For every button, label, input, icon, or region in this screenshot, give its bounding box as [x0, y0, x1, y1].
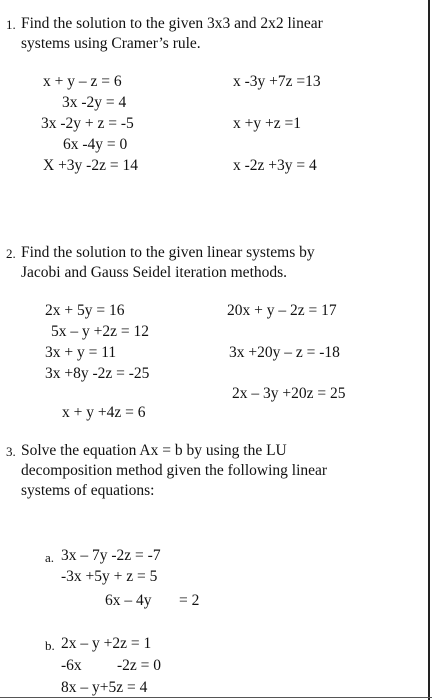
part-a-label: a.	[45, 550, 55, 565]
page-border-right	[428, 0, 430, 700]
q2-equation-right-3: 2x – 3y +20z = 25	[232, 385, 346, 402]
part-b-label: b.	[45, 638, 55, 653]
q1-equation-right-1: x -3y +7z =13	[233, 73, 321, 90]
question-3-prompt-line-2: decomposition method given the following linear	[21, 462, 328, 479]
question-2-number: 2.	[6, 246, 16, 261]
part-a-equation-1: 3x – 7y -2z = -7	[61, 547, 161, 564]
q1-equation-left-1: x + y – z = 6	[43, 73, 122, 90]
q1-equation-left-3: 3x -2y + z = -5	[41, 115, 134, 132]
part-b-equation-3: 8x – y+5z = 4	[61, 679, 148, 696]
q1-equation-left-4: 6x -4y = 0	[63, 136, 128, 153]
question-3-number: 3.	[6, 444, 16, 459]
q2-equation-right-2: 3x +20y – z = -18	[229, 344, 340, 361]
q2-equation-left-4: 3x +8y -2z = -25	[45, 365, 150, 382]
q1-equation-right-2: x +y +z =1	[233, 115, 301, 132]
part-b-equation-2-rhs: -2z = 0	[117, 657, 162, 674]
q1-equation-left-5: X +3y -2z = 14	[43, 157, 138, 174]
question-1-prompt-line-1: Find the solution to the given 3x3 and 2x2 linear	[21, 15, 323, 32]
question-1-prompt-line-2: systems using Cramer’s rule.	[21, 35, 201, 52]
question-3-prompt-line-1: Solve the equation Ax = b by using the LU	[21, 442, 287, 459]
part-a-equation-3-lhs: 6x – 4y	[105, 592, 152, 609]
q2-equation-left-3: 3x + y = 11	[45, 344, 117, 361]
q2-equation-left-5: x + y +4z = 6	[62, 404, 146, 421]
question-1-number: 1.	[6, 17, 16, 32]
page-border-bottom	[0, 697, 432, 698]
q1-equation-left-2: 3x -2y = 4	[62, 94, 127, 111]
part-b-equation-2-lhs: -6x	[61, 657, 82, 674]
part-a-equation-3-rhs: = 2	[179, 592, 200, 609]
question-2-prompt-line-1: Find the solution to the given linear systems by	[21, 244, 315, 261]
q1-equation-right-3: x -2z +3y = 4	[233, 157, 317, 174]
q2-equation-right-1: 20x + y – 2z = 17	[227, 302, 337, 319]
question-3-prompt-line-3: systems of equations:	[21, 482, 155, 499]
q2-equation-left-1: 2x + 5y = 16	[45, 302, 125, 319]
q2-equation-left-2: 5x – y +2z = 12	[51, 323, 149, 340]
part-a-equation-2: -3x +5y + z = 5	[61, 568, 158, 585]
part-b-equation-1: 2x – y +2z = 1	[61, 635, 152, 652]
question-2-prompt-line-2: Jacobi and Gauss Seidel iteration methods.	[21, 264, 288, 281]
